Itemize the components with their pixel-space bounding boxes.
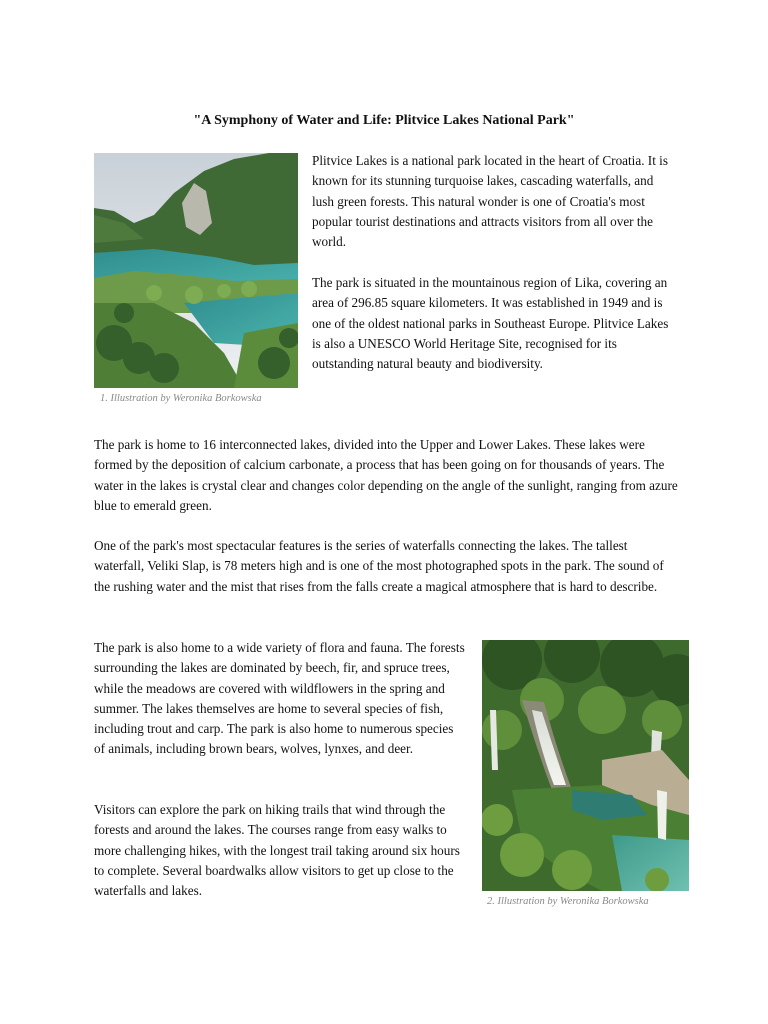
paragraph-location: The park is situated in the mountainous region of Lika, covering an area of 296.85 square kilometers. It was established in 1949 and is one of the oldest national parks in Southeast Europe. Plitvice Lakes is also a UNESCO World Heritage Site, recognised for its outstanding natural beauty and biodiversity. (312, 275, 669, 372)
document-title: "A Symphony of Water and Life: Plitvice Lakes National Park" (193, 113, 575, 128)
paragraph-flora-fauna: The park is also home to a wide variety of flora and fauna. The forests surrounding the lakes are dominated by beech, fir, and spruce trees, while the meadows are covered with wildflowers in the spring and summer. The lakes themselves are home to several species of fish, including trout and carp. The park is also home to numerous species of animals, including brown bears, wolves, lynxes, and deer. (94, 640, 465, 757)
lake-landscape-photo (94, 153, 298, 388)
paragraph-lakes: The park is home to 16 interconnected lakes, divided into the Upper and Lower Lakes. These lakes were formed by the deposition of calcium carbonate, a process that has been going on for thousands of years. The water in the lakes is crystal clear and changes color depending on the angle of the sunlight, ranging from azure blue to emerald green. (94, 437, 678, 513)
paragraph-hiking: Visitors can explore the park on hiking trails that wind through the forests and around the lakes. The courses range from easy walks to more challenging hikes, with the longest trail taking around six hours to complete. Several boardwalks allow visitors to get up close to the waterfalls and lakes. (94, 802, 460, 899)
figure-1-caption: 1. Illustration by Weronika Borkowska (100, 393, 262, 404)
figure-2-caption: 2. Illustration by Weronika Borkowska (487, 896, 649, 907)
paragraph-intro: Plitvice Lakes is a national park located in the heart of Croatia. It is known for its stunning turquoise lakes, cascading waterfalls, and lush green forests. This natural wonder is one of Croatia's most popular tourist destinations and attracts visitors from all over the world. (312, 153, 668, 250)
waterfall-photo (482, 640, 689, 891)
paragraph-waterfalls: One of the park's most spectacular features is the series of waterfalls connecting the lakes. The tallest waterfall, Veliki Slap, is 78 meters high and is one of the most photographed spots in the park. The sound of the rushing water and the mist that rises from the falls create a magical atmosphere that is hard to describe. (94, 538, 664, 594)
